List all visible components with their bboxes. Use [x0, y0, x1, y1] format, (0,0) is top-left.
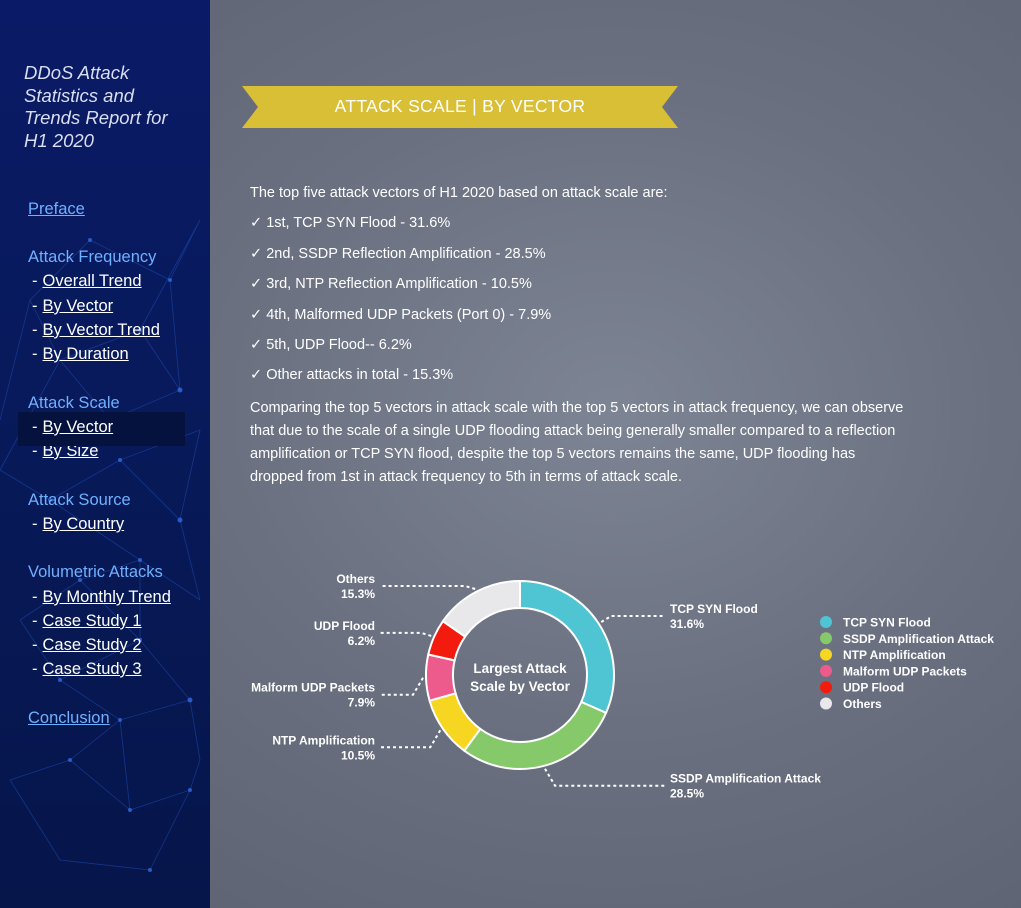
legend-swatch [820, 681, 832, 693]
callout-value: 7.9% [347, 695, 375, 710]
donut-slice [464, 702, 606, 769]
intro-text: The top five attack vectors of H1 2020 based on attack scale are: [250, 185, 668, 201]
legend-swatch [820, 649, 832, 661]
nav-item-by-monthly-trend[interactable] [32, 588, 171, 607]
nav-dash: - [32, 515, 38, 533]
nav-dash: - [32, 636, 38, 654]
report-title-line: H1 2020 [24, 129, 94, 151]
nav-item-label: Case Study 1 [42, 612, 142, 630]
check-icon: ✓ [250, 215, 263, 231]
list-item [250, 246, 546, 262]
sidebar [0, 0, 210, 908]
callout-value: 31.6% [670, 616, 705, 631]
nav-item-label: Case Study 3 [42, 660, 142, 678]
nav-dash: - [32, 418, 38, 436]
section-banner [242, 84, 678, 130]
nav-dash: - [32, 345, 38, 363]
nav-heading-volumetric-attacks: Volumetric Attacks [28, 563, 163, 581]
nav-item-label: Overall Trend [42, 272, 142, 290]
report-title-line: DDoS Attack [24, 62, 130, 83]
nav-dash: - [32, 297, 38, 315]
callout-value: 6.2% [347, 633, 375, 648]
callout-label: NTP Amplification [272, 733, 375, 748]
nav-dash: - [32, 588, 38, 606]
legend-label: Malform UDP Packets [843, 664, 967, 679]
nav-item-case-study-1[interactable] [32, 612, 142, 631]
list-item [250, 215, 450, 231]
legend-swatch [820, 632, 832, 644]
nav-dash: - [32, 660, 38, 678]
nav-dash: - [32, 321, 38, 339]
nav-item-case-study-2[interactable] [32, 636, 142, 655]
nav-item-scale-by-vector-active[interactable] [32, 418, 113, 437]
legend-label: UDP Flood [843, 680, 905, 695]
donut-slice [443, 581, 520, 637]
check-icon: ✓ [250, 337, 263, 353]
nav-item-label: By Vector [42, 418, 114, 436]
callout-label: Malform UDP Packets [251, 680, 375, 695]
nav-item-label: Case Study 2 [42, 636, 142, 654]
list-item [250, 337, 412, 353]
callout-value: 28.5% [670, 786, 705, 801]
list-item [250, 367, 453, 383]
nav-item-frequency-by-vector[interactable] [32, 297, 113, 316]
section-title: ATTACK SCALE | BY VECTOR [334, 96, 586, 116]
donut-chart [240, 560, 1020, 820]
check-icon: ✓ [250, 276, 263, 292]
nav-item-by-country[interactable] [32, 515, 124, 534]
callout-line [380, 678, 423, 695]
legend-label: TCP SYN Flood [843, 615, 931, 630]
nav-heading-attack-source: Attack Source [28, 491, 131, 509]
center-label: Largest Attack [473, 661, 567, 676]
list-item-text: 5th, UDP Flood-- 6.2% [266, 337, 412, 353]
callout-line [601, 616, 665, 622]
donut-slice [426, 654, 456, 700]
list-item-text: Other attacks in total - 15.3% [266, 367, 454, 383]
nav-item-label: By Duration [42, 345, 129, 363]
callout-label: SSDP Amplification Attack [670, 771, 821, 786]
check-icon: ✓ [250, 307, 263, 323]
nav-item-label: By Vector Trend [42, 321, 160, 339]
callout-line [545, 769, 665, 786]
list-item-text: 3rd, NTP Reflection Amplification - 10.5% [266, 276, 532, 292]
list-item-text: 1st, TCP SYN Flood - 31.6% [266, 215, 451, 231]
callout-label: TCP SYN Flood [670, 601, 758, 616]
list-item [250, 276, 532, 292]
report-title [24, 62, 199, 152]
nav-link-conclusion[interactable]: Conclusion [28, 709, 110, 727]
check-icon: ✓ [250, 367, 263, 383]
nav-heading-attack-scale: Attack Scale [28, 394, 120, 412]
legend-label: NTP Amplification [843, 648, 946, 663]
nav-item-label: By Country [42, 515, 125, 533]
nav-item-by-vector-trend[interactable] [32, 321, 160, 340]
legend-label: Others [843, 697, 882, 711]
list-item-text: 2nd, SSDP Reflection Amplification - 28.5% [266, 246, 546, 262]
legend-swatch [820, 698, 832, 710]
nav-heading-attack-frequency: Attack Frequency [28, 248, 157, 266]
nav-item-label: By Size [42, 442, 99, 460]
callout-line [380, 730, 440, 747]
nav-item-case-study-3[interactable] [32, 660, 142, 679]
legend-label: SSDP Amplification Attack [843, 631, 994, 646]
nav-item-overall-trend[interactable] [32, 272, 142, 291]
nav-dash: - [32, 612, 38, 630]
list-item-text: 4th, Malformed UDP Packets (Port 0) - 7.9% [266, 307, 552, 323]
nav-item-by-duration[interactable] [32, 345, 129, 364]
center-label: Scale by Vector [470, 679, 570, 694]
nav-link-preface[interactable]: Preface [28, 200, 85, 218]
comparison-paragraph: Comparing the top 5 vectors in attack scale with the top 5 vectors in attack frequency, we can observe that due to the scale of a single UDP flooding attack being generally smaller compared to a reflection amplification or TCP SYN flood, despite the top 5 vectors remains the same, UDP flooding has dropped from 1st in attack frequency to 5th in terms of attack scale. [250, 400, 904, 485]
callout-label: Others [336, 571, 375, 586]
callout-line [380, 633, 431, 636]
callout-value: 15.3% [340, 586, 375, 601]
nav-item-label: By Monthly Trend [42, 588, 171, 606]
report-title-line: Statistics and [24, 84, 135, 106]
check-icon: ✓ [250, 246, 263, 262]
nav-item-label: By Vector [42, 297, 114, 315]
legend-swatch [820, 665, 832, 677]
list-item [250, 307, 551, 323]
callout-label: UDP Flood [313, 618, 375, 633]
report-title-line: Trends Report for [24, 107, 168, 128]
nav-dash: - [32, 272, 38, 290]
callout-line [380, 586, 475, 589]
legend-swatch [820, 616, 832, 628]
callout-value: 10.5% [340, 748, 375, 763]
nav-dash: - [32, 442, 38, 460]
